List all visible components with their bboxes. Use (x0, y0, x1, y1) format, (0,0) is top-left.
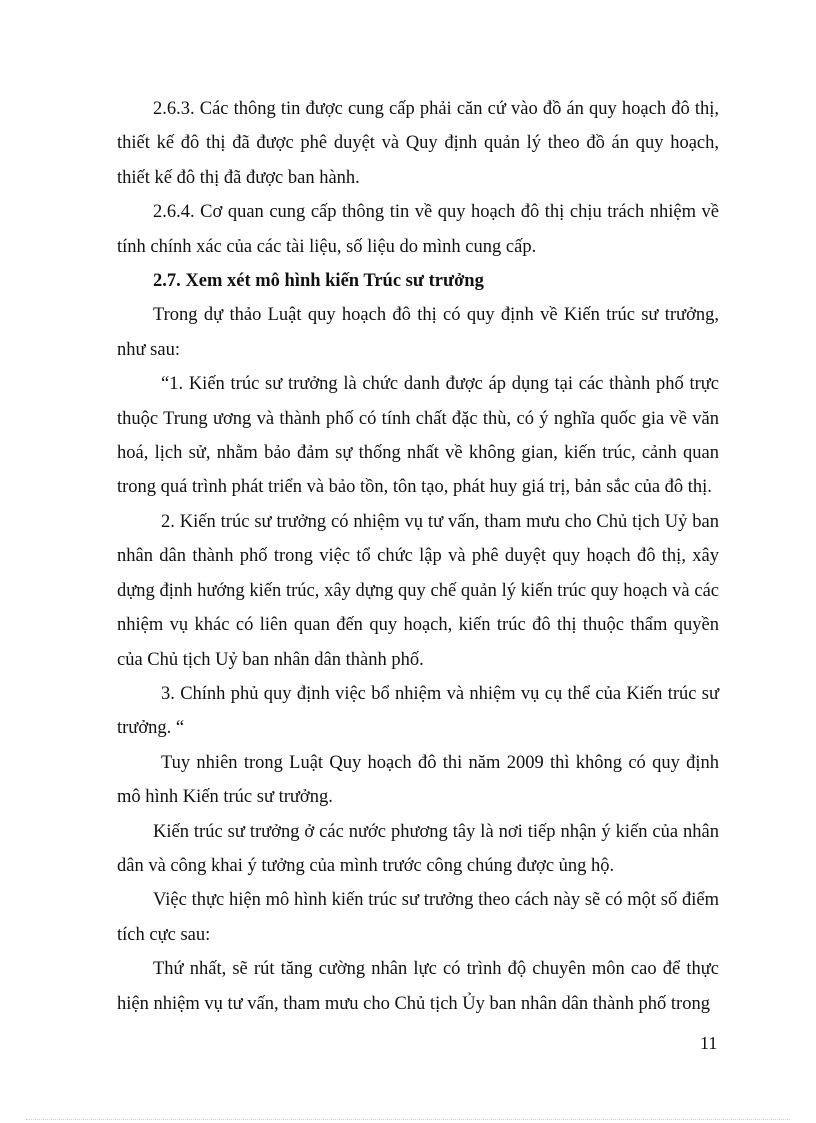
paragraph-2-6-3: 2.6.3. Các thông tin được cung cấp phải căn cứ vào đồ án quy hoạch đô thị, thiết kế đô thị đã được phê duyệt và Quy định quản lý theo đồ án quy hoạch, thiết kế đô thị đã được ban hành. (117, 99, 719, 188)
page-number: 11 (700, 1033, 718, 1053)
paragraph-positive-points: Việc thực hiện mô hình kiến trúc sư trưởng theo cách này sẽ có một số điểm tích cực sau: (117, 890, 719, 945)
paragraph-law-2009: Tuy nhiên trong Luật Quy hoạch đô thi năm 2009 thì không có quy định mô hình Kiến trúc sư trưởng. (117, 752, 719, 808)
quote-item-1: “1. Kiến trúc sư trưởng là chức danh được áp dụng tại các thành phố trực thuộc Trung ương và thành phố có tính chất đặc thù, có ý nghĩa quốc gia về văn hoá, lịch sử, nhằm bảo đảm sự thống nhất về không gian, kiến trúc, cảnh quan trong quá trình phát triển và bảo tồn, tôn tạo, phát huy giá trị, bản sắc của đô thị. (117, 374, 719, 498)
paragraph-draft-law-intro: Trong dự thảo Luật quy hoạch đô thị có quy định về Kiến trúc sư trưởng, như sau: (117, 305, 719, 360)
paragraph-first-point: Thứ nhất, sẽ rút tăng cường nhân lực có trình độ chuyên môn cao để thực hiện nhiệm vụ tư vấn, tham mưu cho Chủ tịch Ủy ban nhân dân thành phố trong (117, 959, 719, 1014)
paragraph-2-6-4: 2.6.4. Cơ quan cung cấp thông tin về quy hoạch đô thị chịu trách nhiệm về tính chính xác của các tài liệu, số liệu do mình cung cấp. (117, 202, 719, 257)
footer-divider (26, 1119, 790, 1120)
paragraph-western-architects: Kiến trúc sư trưởng ở các nước phương tây là nơi tiếp nhận ý kiến của nhân dân và công khai ý tưởng của mình trước công chúng được ủng hộ. (117, 821, 719, 876)
page-body (117, 92, 719, 1021)
section-heading-2-7: 2.7. Xem xét mô hình kiến Trúc sư trưởng (153, 271, 484, 292)
quote-item-2: 2. Kiến trúc sư trưởng có nhiệm vụ tư vấn, tham mưu cho Chủ tịch Uỷ ban nhân dân thành phố trong việc tổ chức lập và phê duyệt quy hoạch đô thị, xây dựng định hướng kiến trúc, xây dựng quy chế quản lý kiến trúc quy hoạch và các nhiệm vụ khác có liên quan đến quy hoạch, kiến trúc đô thị thuộc thẩm quyền của Chủ tịch Uỷ ban nhân dân thành phố. (117, 511, 719, 670)
quote-item-3: 3. Chính phủ quy định việc bổ nhiệm và nhiệm vụ cụ thể của Kiến trúc sư trưởng. “ (117, 683, 719, 739)
